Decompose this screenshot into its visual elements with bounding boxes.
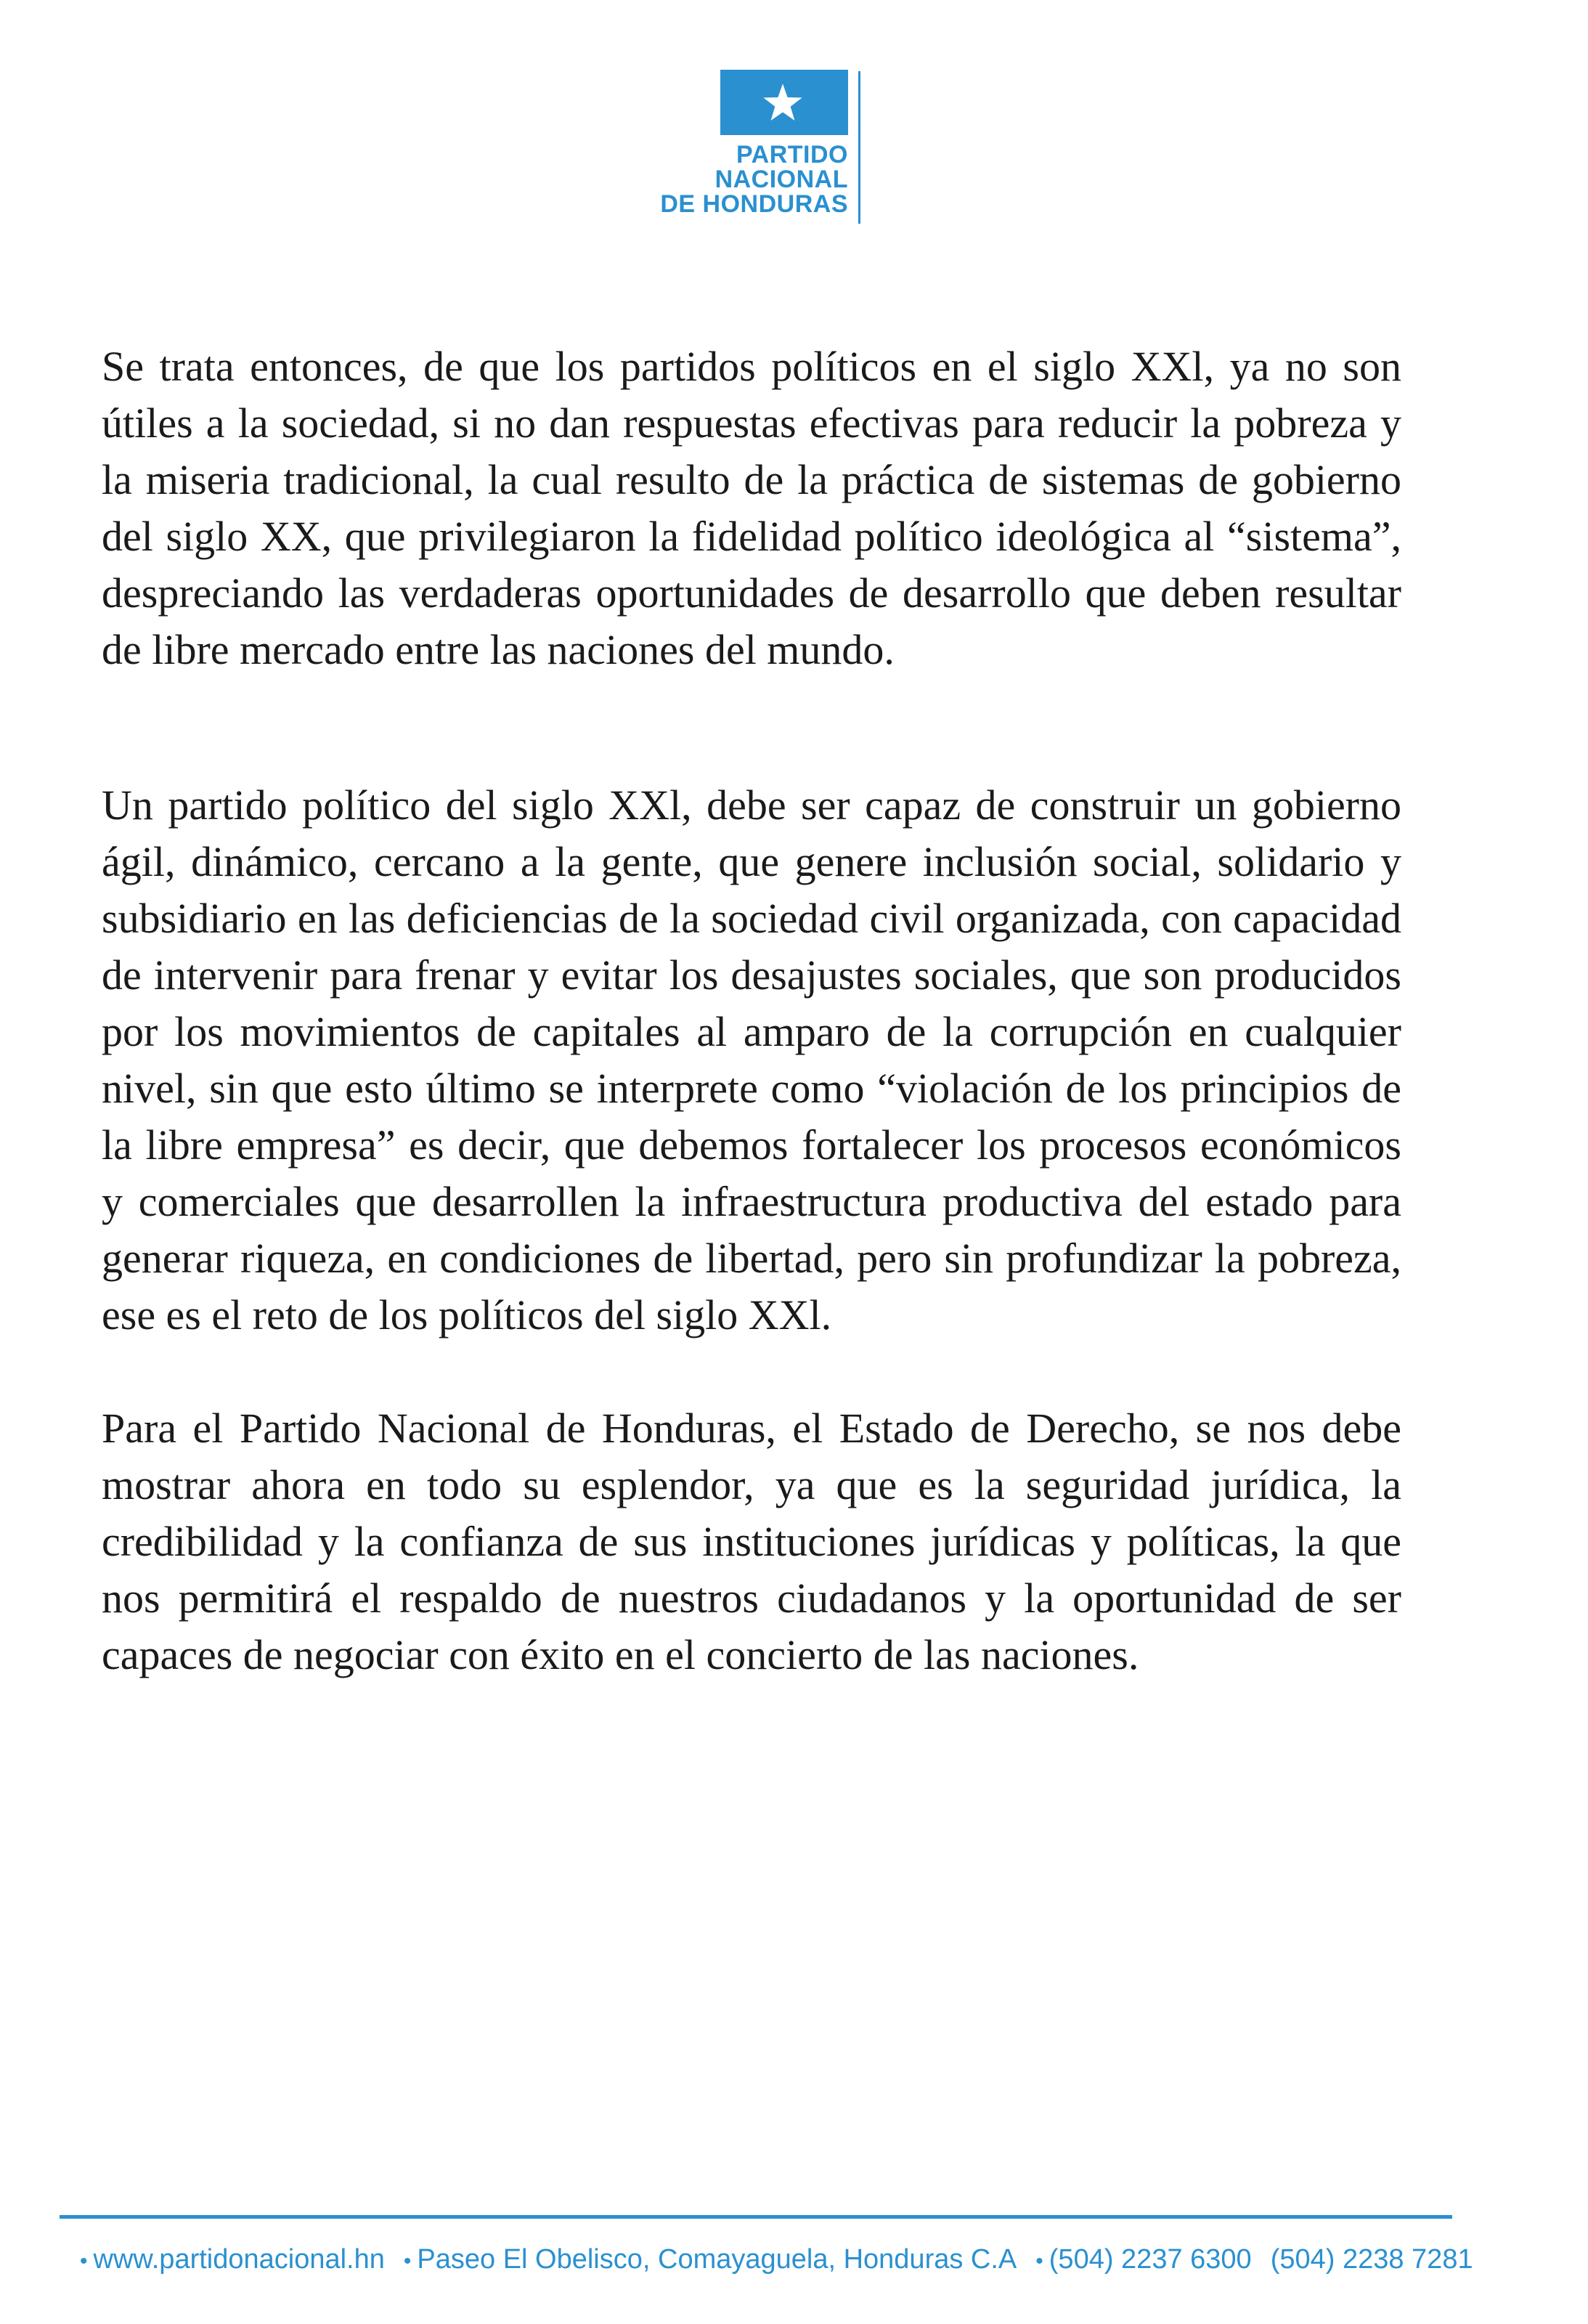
logo-line-3: DE HONDURAS <box>660 190 848 218</box>
footer-address-item <box>404 2244 1017 2275</box>
document-body <box>102 338 1401 1683</box>
paragraph-2: Un partido político del siglo XXl, debe ser capaz de construir un gobierno ágil, dinámico, cercano a la gente, que genere inclusión social, solidario y subsidiario en las deficiencias de la sociedad civil organizada, con capacidad de intervenir para frenar y evitar los desajustes sociales, que son producidos por los movimientos de capitales al amparo de la corrupción en cualquier nivel, sin que esto último se interprete como “violación de los principios de la libre empresa” es decir, que debemos fortalecer los procesos económicos y comerciales que desarrollen la infraestructura productiva del estado para generar riqueza, en condiciones de libertad, pero sin profundizar la pobreza, ese es el reto de los políticos del siglo XXl. <box>102 781 1401 1338</box>
bullet-icon: • <box>80 2249 88 2273</box>
paragraph-1: Se trata entonces, de que los partidos políticos en el siglo XXl, ya no son útiles a la sociedad, si no dan respuestas efectivas para reducir la pobreza y la miseria tradicional, la cual resulto de la práctica de sistemas de gobierno del siglo XX, que privilegiaron la fidelidad político ideológica al “sistema”, despreciando las verdaderas oportunidades de desarrollo que deben resultar de libre mercado entre las naciones del mundo. <box>102 343 1401 673</box>
footer-phone-1: (504) 2237 6300 <box>1049 2244 1252 2275</box>
paragraph-3: Para el Partido Nacional de Honduras, el Estado de Derecho, se nos debe mostrar ahora en todo su esplendor, ya que es la seguridad jurídica, la credibilidad y la confianza de sus instituciones jurídicas y políticas, la que nos permitirá el respaldo de nuestros ciudadanos y la oportunidad de ser capaces de negociar con éxito en el concierto de las naciones. <box>102 1405 1401 1678</box>
party-logo <box>626 70 873 229</box>
footer-divider <box>60 2215 1452 2219</box>
logo-line-1: PARTIDO <box>736 141 848 168</box>
footer-address: Paseo El Obelisco, Comayaguela, Honduras C.A <box>417 2244 1017 2275</box>
logo-line-2: NACIONAL <box>714 166 848 193</box>
footer-website[interactable]: www.partidonacional.hn <box>93 2244 385 2275</box>
star-icon <box>762 82 803 123</box>
logo-wordmark <box>660 142 848 216</box>
footer-website-item <box>80 2244 385 2275</box>
footer <box>80 2244 1473 2275</box>
footer-phone-2: (504) 2238 7281 <box>1270 2244 1473 2275</box>
logo-box <box>720 70 848 135</box>
bullet-icon: • <box>1035 2249 1043 2273</box>
bullet-icon: • <box>403 2249 412 2273</box>
logo-divider <box>858 71 860 224</box>
footer-phone-item <box>1035 2244 1251 2275</box>
